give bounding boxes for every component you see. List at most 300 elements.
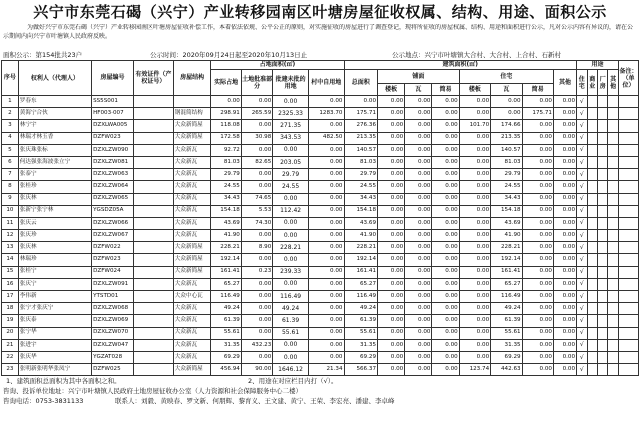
- cell-note: [618, 266, 638, 278]
- cell-land-unapproved: 0.00: [273, 339, 309, 351]
- cell-usage-factory: [597, 156, 607, 168]
- cell-usage-commerce: [587, 327, 597, 339]
- cell-house-wa: 228.21: [491, 242, 522, 254]
- col-other: 其他: [553, 70, 576, 96]
- cell-land-village: 0.00: [308, 217, 344, 229]
- cell-shop-lou: 0.00: [378, 230, 405, 242]
- cell-other: 0.00: [553, 230, 576, 242]
- cell-total: 55.61: [344, 327, 378, 339]
- cell-usage-house: √: [577, 315, 587, 327]
- cell-total: 154.18: [344, 205, 378, 217]
- cell-house-lou: 0.00: [459, 291, 490, 303]
- cell-house-no: YGSDZ05A: [92, 205, 134, 217]
- cell-house-no: DZFW024: [92, 266, 134, 278]
- cell-usage-other: [608, 132, 618, 144]
- cell-house-no: YGZAT028: [92, 351, 134, 363]
- cell-land-actual: 116.49: [211, 291, 241, 303]
- cell-shop-lou: 0.00: [378, 278, 405, 290]
- cell-land-approved: 0.00: [241, 181, 272, 193]
- cell-cert: [133, 364, 173, 376]
- cell-owner: 张庆泰: [18, 315, 91, 327]
- cell-land-unapproved: 49.24: [273, 303, 309, 315]
- cell-land-village: 21.34: [308, 364, 344, 376]
- cell-shop-wa: 0.00: [405, 193, 432, 205]
- cell-shop-wa: 0.00: [405, 108, 432, 120]
- cell-house-wa: 29.79: [491, 169, 522, 181]
- cell-shop-jian: 0.00: [432, 169, 459, 181]
- cell-seq: 1: [2, 96, 19, 108]
- cell-structure: 大众新瓦: [173, 181, 211, 193]
- cell-house-no: HF003·007: [92, 108, 134, 120]
- cell-usage-factory: [597, 339, 607, 351]
- cell-shop-jian: 0.00: [432, 327, 459, 339]
- col-build-area: 建筑面积(㎡): [344, 61, 577, 70]
- cell-structure: 大众新简屋: [173, 266, 211, 278]
- cell-shop-lou: 0.00: [378, 132, 405, 144]
- cell-other: 0.00: [553, 303, 576, 315]
- cell-house-wa: 43.69: [491, 217, 522, 229]
- col-usage-commerce: 商业: [587, 70, 597, 96]
- cell-house-no: DZXLZW090: [92, 144, 134, 156]
- cell-land-actual: 65.27: [211, 278, 241, 290]
- cell-shop-wa: 0.00: [405, 132, 432, 144]
- cell-house-jian: 0.00: [522, 291, 553, 303]
- cell-total: 49.24: [344, 303, 378, 315]
- cell-house-wa: 34.43: [491, 193, 522, 205]
- cell-other: 0.00: [553, 217, 576, 229]
- cell-land-approved: 0.00: [241, 96, 272, 108]
- cell-shop-jian: 0.00: [432, 96, 459, 108]
- cell-structure: 大众新瓦: [173, 339, 211, 351]
- cell-cert: [133, 242, 173, 254]
- cell-cert: [133, 96, 173, 108]
- table-row: [2, 120, 639, 132]
- cell-seq: 23: [2, 364, 19, 376]
- table-row: [2, 230, 639, 242]
- cell-structure: 大众新简屋: [173, 120, 211, 132]
- cell-shop-jian: 0.00: [432, 364, 459, 376]
- cell-seq: 4: [2, 132, 19, 144]
- cell-usage-other: [608, 169, 618, 181]
- cell-cert: [133, 169, 173, 181]
- consult-phone: 咨询电话：0753-3831133: [3, 397, 84, 406]
- cell-owner: 张庆宁: [18, 278, 91, 290]
- cell-usage-other: [608, 217, 618, 229]
- cell-house-lou: 0.00: [459, 205, 490, 217]
- cell-shop-lou: 0.00: [378, 242, 405, 254]
- cell-land-unapproved: 2325.33: [273, 108, 309, 120]
- cell-usage-other: [608, 144, 618, 156]
- cell-house-lou: 0.00: [459, 156, 490, 168]
- table-row: [2, 303, 639, 315]
- cell-house-no: DZXLZW064: [92, 181, 134, 193]
- cell-owner: 张进宇: [18, 339, 91, 351]
- cell-shop-lou: 0.00: [378, 291, 405, 303]
- cell-owner: 林宁宇: [18, 120, 91, 132]
- cell-usage-commerce: [587, 132, 597, 144]
- cell-usage-house: √: [577, 303, 587, 315]
- cell-land-unapproved: 228.21: [273, 242, 309, 254]
- cell-land-actual: 69.29: [211, 351, 241, 363]
- cell-total: 140.57: [344, 144, 378, 156]
- cell-house-jian: 0.00: [522, 181, 553, 193]
- cell-usage-house: √: [577, 205, 587, 217]
- cell-house-wa: 61.39: [491, 315, 522, 327]
- col-land-actual: 实际占地: [211, 70, 241, 96]
- note-1: 1、建筑面积总面积为其中各面积之和。: [6, 377, 121, 386]
- cell-seq: 22: [2, 351, 19, 363]
- meta-location: 公示地点：兴宁市叶塘镇大合村、大合村、上合村、石新村: [392, 51, 561, 59]
- col-land-village: 村中自用地: [308, 70, 344, 96]
- cell-cert: [133, 108, 173, 120]
- cell-house-lou: 0.00: [459, 327, 490, 339]
- col-owner: 权利人（代理人）: [18, 61, 91, 96]
- cell-house-wa: 31.35: [491, 339, 522, 351]
- cell-seq: 16: [2, 278, 19, 290]
- cell-usage-other: [608, 156, 618, 168]
- cell-house-wa: 213.35: [491, 132, 522, 144]
- cell-usage-commerce: [587, 364, 597, 376]
- table-row: [2, 181, 639, 193]
- cell-shop-jian: 0.00: [432, 217, 459, 229]
- cell-note: [618, 364, 638, 376]
- cell-shop-lou: 0.00: [378, 339, 405, 351]
- cell-usage-house: √: [577, 351, 587, 363]
- cell-house-lou: 0.00: [459, 217, 490, 229]
- cell-cert: [133, 120, 173, 132]
- cell-shop-jian: 0.00: [432, 315, 459, 327]
- cell-land-actual: 0.00: [211, 96, 241, 108]
- cell-house-jian: 0.00: [522, 351, 553, 363]
- cell-land-approved: 30.98: [241, 132, 272, 144]
- cell-usage-commerce: [587, 193, 597, 205]
- cell-land-unapproved: 1646.12: [273, 364, 309, 376]
- expropriation-table: [1, 60, 639, 376]
- cell-shop-lou: 0.00: [378, 96, 405, 108]
- col-house-jian: 简易: [522, 84, 553, 96]
- staff-list: 联系人：刘毅、黄映春、罗文新、何朋辉、黎育义、王文建、黄宁、王荣、李宏亮、潘建、李卓峰: [115, 397, 395, 406]
- cell-owner: 张新宁张宁林: [18, 205, 91, 217]
- cell-usage-factory: [597, 254, 607, 266]
- cell-land-village: 0.00: [308, 181, 344, 193]
- cell-usage-other: [608, 120, 618, 132]
- cell-house-no: DZXLWA005: [92, 120, 134, 132]
- cell-land-unapproved: 0.00: [273, 193, 309, 205]
- cell-structure: 钢混简结构: [173, 108, 211, 120]
- cell-seq: 2: [2, 108, 19, 120]
- cell-house-wa: 116.49: [491, 291, 522, 303]
- cell-seq: 13: [2, 242, 19, 254]
- cell-usage-commerce: [587, 230, 597, 242]
- cell-land-actual: 81.03: [211, 156, 241, 168]
- cell-shop-lou: 0.00: [378, 303, 405, 315]
- cell-other: 0.00: [553, 327, 576, 339]
- cell-usage-house: √: [577, 169, 587, 181]
- cell-total: 41.90: [344, 230, 378, 242]
- cell-land-village: 0.00: [308, 193, 344, 205]
- cell-shop-lou: 0.00: [378, 315, 405, 327]
- cell-cert: [133, 144, 173, 156]
- cell-land-village: 0.00: [308, 278, 344, 290]
- cell-cert: [133, 291, 173, 303]
- cell-house-wa: 49.24: [491, 303, 522, 315]
- cell-cert: [133, 266, 173, 278]
- cell-land-village: 0.00: [308, 230, 344, 242]
- cell-usage-house: √: [577, 96, 587, 108]
- cell-usage-other: [608, 193, 618, 205]
- cell-house-lou: 0.00: [459, 169, 490, 181]
- cell-cert: [133, 230, 173, 242]
- cell-structure: 大众新瓦: [173, 144, 211, 156]
- cell-shop-lou: 0.00: [378, 327, 405, 339]
- cell-usage-factory: [597, 217, 607, 229]
- cell-house-jian: 0.00: [522, 327, 553, 339]
- footer: [0, 376, 640, 406]
- cell-usage-commerce: [587, 278, 597, 290]
- cell-house-wa: 81.03: [491, 156, 522, 168]
- cell-land-actual: 161.41: [211, 266, 241, 278]
- cell-total: 29.79: [344, 169, 378, 181]
- cell-land-actual: 228.21: [211, 242, 241, 254]
- cell-seq: 5: [2, 144, 19, 156]
- cell-other: 0.00: [553, 266, 576, 278]
- cell-land-approved: 0.00: [241, 291, 272, 303]
- table-row: [2, 217, 639, 229]
- cell-house-wa: 41.90: [491, 230, 522, 242]
- cell-house-wa: 161.41: [491, 266, 522, 278]
- cell-cert: [133, 339, 173, 351]
- cell-house-wa: 24.55: [491, 181, 522, 193]
- cell-total: 161.41: [344, 266, 378, 278]
- cell-usage-commerce: [587, 315, 597, 327]
- cell-usage-other: [608, 364, 618, 376]
- cell-cert: [133, 193, 173, 205]
- table-row: [2, 242, 639, 254]
- cell-shop-jian: 0.00: [432, 242, 459, 254]
- cell-usage-factory: [597, 266, 607, 278]
- cell-usage-factory: [597, 181, 607, 193]
- cell-other: 0.00: [553, 339, 576, 351]
- cell-land-approved: 0.00: [241, 254, 272, 266]
- cell-house-jian: 0.00: [522, 315, 553, 327]
- cell-seq: 10: [2, 205, 19, 217]
- cell-owner: 张桂宁: [18, 266, 91, 278]
- cell-house-jian: 0.00: [522, 303, 553, 315]
- cell-land-approved: 432.23: [241, 339, 272, 351]
- cell-usage-house: √: [577, 266, 587, 278]
- cell-total: 276.36: [344, 120, 378, 132]
- cell-other: 0.00: [553, 254, 576, 266]
- col-shop-lou: 楼板: [378, 84, 405, 96]
- cell-shop-wa: 0.00: [405, 278, 432, 290]
- cell-usage-house: √: [577, 193, 587, 205]
- cell-cert: [133, 217, 173, 229]
- cell-usage-commerce: [587, 181, 597, 193]
- cell-house-wa: 192.14: [491, 254, 522, 266]
- cell-usage-commerce: [587, 144, 597, 156]
- cell-seq: 20: [2, 327, 19, 339]
- cell-total: 175.71: [344, 108, 378, 120]
- cell-cert: [133, 327, 173, 339]
- cell-total: 213.35: [344, 132, 378, 144]
- note-2: 2、用途在对应栏目内打（√）。: [248, 377, 338, 386]
- cell-shop-wa: 0.00: [405, 217, 432, 229]
- cell-note: [618, 120, 638, 132]
- cell-cert: [133, 205, 173, 217]
- cell-shop-jian: 0.00: [432, 230, 459, 242]
- cell-land-village: 1283.70: [308, 108, 344, 120]
- cell-land-village: 0.00: [308, 120, 344, 132]
- cell-other: 0.00: [553, 156, 576, 168]
- cell-shop-wa: 0.00: [405, 266, 432, 278]
- cell-other: 0.00: [553, 169, 576, 181]
- cell-other: 0.00: [553, 315, 576, 327]
- cell-note: [618, 315, 638, 327]
- cell-total: 192.14: [344, 254, 378, 266]
- cell-shop-lou: 0.00: [378, 169, 405, 181]
- col-usage-house: 住宅: [577, 70, 587, 96]
- cell-usage-other: [608, 205, 618, 217]
- cell-usage-house: √: [577, 278, 587, 290]
- cell-usage-factory: [597, 327, 607, 339]
- consult-line: [3, 386, 640, 396]
- cell-usage-other: [608, 108, 618, 120]
- cell-usage-house: √: [577, 364, 587, 376]
- cell-shop-wa: 0.00: [405, 169, 432, 181]
- cell-shop-wa: 0.00: [405, 120, 432, 132]
- cell-owner: 张庆云: [18, 217, 91, 229]
- cell-structure: 大众新简屋: [173, 242, 211, 254]
- cell-seq: 3: [2, 120, 19, 132]
- cell-land-village: 0.00: [308, 169, 344, 181]
- cell-usage-house: √: [577, 339, 587, 351]
- cell-total: 116.49: [344, 291, 378, 303]
- cell-usage-factory: [597, 230, 607, 242]
- cell-shop-wa: 0.00: [405, 364, 432, 376]
- table-row: [2, 327, 639, 339]
- cell-other: 0.00: [553, 205, 576, 217]
- cell-house-jian: 0.00: [522, 96, 553, 108]
- cell-land-village: 0.00: [308, 339, 344, 351]
- cell-land-approved: 0.00: [241, 230, 272, 242]
- cell-shop-lou: 0.00: [378, 181, 405, 193]
- cell-usage-house: √: [577, 230, 587, 242]
- cell-structure: 大众新瓦: [173, 156, 211, 168]
- cell-structure: 大众新简屋: [173, 132, 211, 144]
- cell-usage-factory: [597, 291, 607, 303]
- cell-usage-commerce: [587, 217, 597, 229]
- cell-other: 0.00: [553, 96, 576, 108]
- table-row: [2, 364, 639, 376]
- cell-house-no: DZFW023: [92, 254, 134, 266]
- cell-owner: 张庆珠张标: [18, 144, 91, 156]
- cell-land-actual: 92.72: [211, 144, 241, 156]
- cell-owner: 林瑞珍: [18, 254, 91, 266]
- cell-house-wa: 174.66: [491, 120, 522, 132]
- cell-land-approved: 0.00: [241, 327, 272, 339]
- cell-shop-wa: 0.00: [405, 156, 432, 168]
- cell-structure: 大众新瓦: [173, 278, 211, 290]
- cell-usage-factory: [597, 315, 607, 327]
- cell-land-village: 0.00: [308, 205, 344, 217]
- cell-land-actual: 41.90: [211, 230, 241, 242]
- cell-land-village: 0.00: [308, 242, 344, 254]
- cell-house-lou: 0.00: [459, 144, 490, 156]
- cell-usage-commerce: [587, 108, 597, 120]
- consult-address: 咨询、投诉单位地址：兴宁市叶塘镇人民政府土地房屋征收办公室（人力资源和社会保障服务中心二楼）: [3, 387, 302, 396]
- cell-usage-factory: [597, 144, 607, 156]
- cell-land-approved: 0.00: [241, 351, 272, 363]
- cell-land-actual: 24.55: [211, 181, 241, 193]
- cell-house-no: DZXLZW063: [92, 169, 134, 181]
- cell-total: 566.37: [344, 364, 378, 376]
- cell-house-lou: 0.00: [459, 242, 490, 254]
- cell-usage-house: √: [577, 291, 587, 303]
- table-row: [2, 315, 639, 327]
- cell-note: [618, 217, 638, 229]
- cell-house-jian: 0.00: [522, 278, 553, 290]
- cell-total: 61.39: [344, 315, 378, 327]
- cell-owner: 张明新张明华张凤宁: [18, 364, 91, 376]
- cell-usage-other: [608, 291, 618, 303]
- cell-cert: [133, 303, 173, 315]
- cell-land-unapproved: 239.33: [273, 266, 309, 278]
- cell-structure: 大众中心瓦: [173, 291, 211, 303]
- cell-usage-other: [608, 181, 618, 193]
- cell-structure: 大众新瓦: [173, 303, 211, 315]
- cell-shop-jian: 0.00: [432, 266, 459, 278]
- cell-house-lou: 0.00: [459, 132, 490, 144]
- cell-land-unapproved: 0.00: [273, 96, 309, 108]
- cell-total: 31.35: [344, 339, 378, 351]
- table-row: [2, 278, 639, 290]
- cell-house-wa: 442.63: [491, 364, 522, 376]
- cell-structure: [173, 96, 211, 108]
- col-house-no: 房屋编号: [92, 61, 134, 96]
- cell-house-jian: 0.00: [522, 205, 553, 217]
- cell-usage-commerce: [587, 303, 597, 315]
- cell-structure: 大众新瓦: [173, 327, 211, 339]
- cell-seq: 8: [2, 181, 19, 193]
- table-row: [2, 144, 639, 156]
- cell-usage-other: [608, 327, 618, 339]
- cell-land-actual: 298.91: [211, 108, 241, 120]
- col-land-area: 占地面积(㎡): [211, 61, 344, 70]
- cell-seq: 6: [2, 156, 19, 168]
- cell-shop-wa: 0.00: [405, 205, 432, 217]
- cell-land-village: 0.00: [308, 351, 344, 363]
- cell-shop-wa: 0.00: [405, 181, 432, 193]
- cell-land-unapproved: 0.00: [273, 278, 309, 290]
- cell-owner: 张庆林: [18, 242, 91, 254]
- cell-house-jian: 0.00: [522, 217, 553, 229]
- cell-note: [618, 242, 638, 254]
- table-row: [2, 96, 639, 108]
- cell-shop-jian: 0.00: [432, 205, 459, 217]
- cell-house-lou: 0.00: [459, 266, 490, 278]
- cell-usage-house: √: [577, 181, 587, 193]
- cell-seq: 11: [2, 217, 19, 229]
- cell-shop-wa: 0.00: [405, 303, 432, 315]
- cell-house-no: SS5S001: [92, 96, 134, 108]
- cell-shop-lou: 0.00: [378, 156, 405, 168]
- cell-usage-other: [608, 278, 618, 290]
- cell-seq: 19: [2, 315, 19, 327]
- cell-house-jian: 0.00: [522, 254, 553, 266]
- meta-line: [0, 51, 640, 59]
- cell-house-jian: 0.00: [522, 156, 553, 168]
- cell-house-lou: 0.00: [459, 254, 490, 266]
